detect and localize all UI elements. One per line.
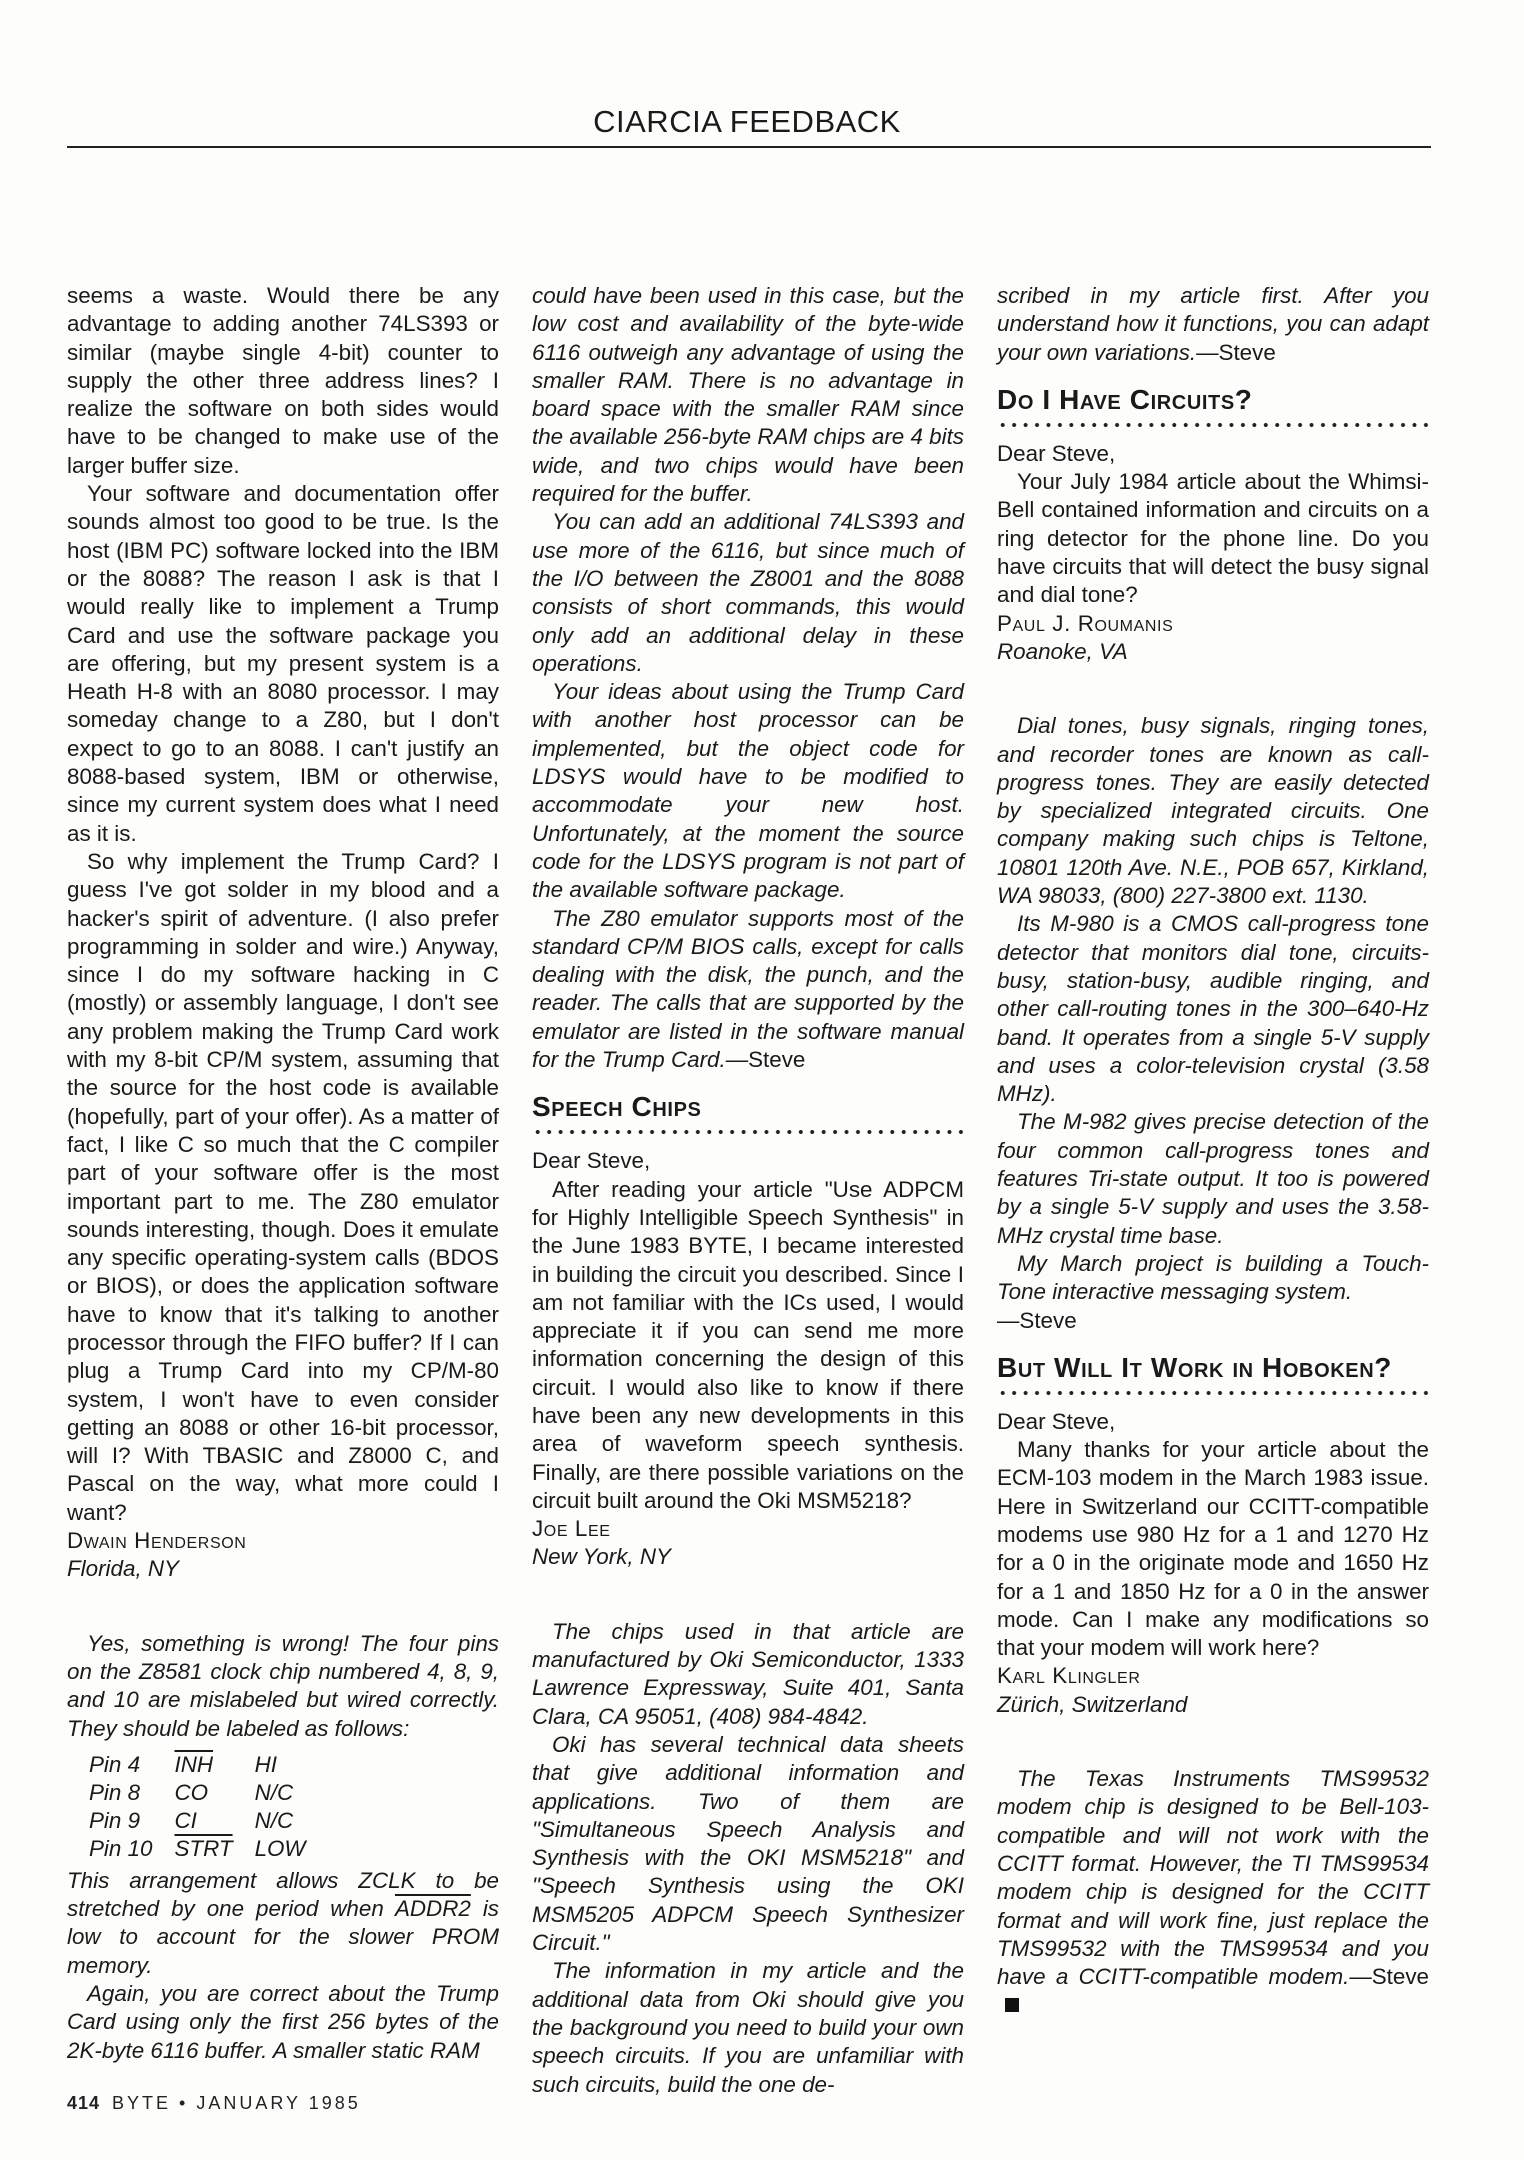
letter-paragraph: After reading your article "Use ADPCM for Highly Intelligible Speech Synthesis" in the June 1983 BYTE, I became interested in building the circuit you described. Since I am not familiar with the ICs used, I would appreciate it if you can send me more information concerning the design of this circuit. I would also like to know if there have been any new developments in this area of waveform speech synthesis. Finally, are there possible variations on the circuit built around the Oki MSM5218? (532, 1176, 964, 1513)
section-title: CIARCIA FEEDBACK (593, 104, 901, 139)
reply-signoff: —Steve (1349, 1964, 1429, 1990)
reply-paragraph: You can add an additional 74LS393 and use more of the 6116, but since much of the I/O between the Z8001 and the 8088 consists of short commands, this would only add an additional delay in these operations. (532, 509, 964, 676)
dotted-rule (997, 422, 1429, 428)
reply-signoff: —Steve (997, 1307, 1077, 1333)
spacer (532, 1572, 964, 1618)
table-row (89, 1779, 328, 1807)
reply-text: This arrangement allows ZCLK to be stretched by one period when (67, 1867, 499, 1922)
reply-paragraph: Its M-980 is a CMOS call-progress tone detector that monitors dial tone, circuits-busy, station-busy, audible ringing, and other call-routing tones in the 300–640-Hz band. It operates from a single 5-V supply and uses a color-television crystal (3.58 MHz). (997, 911, 1429, 1107)
pin-value-cell: N/C (254, 1807, 294, 1833)
reply-paragraph: could have been used in this case, but the low cost and availability of the byte-wide 6116 outweigh any advantage of using the smaller RAM. There is no advantage in board space with the smaller RAM since the available 256-byte RAM chips are 4 bits wide, and two chips would have been required for the buffer. (532, 283, 964, 507)
pin-label-cell: CI (174, 1807, 197, 1833)
pin-table (89, 1751, 328, 1863)
spacer (997, 666, 1429, 712)
reply-text: scribed in my article first. After you understand how it functions, you can adapt your own variations. (997, 283, 1429, 365)
pin-label-cell: $\overline{INH}$ (174, 1751, 214, 1777)
reply-text: The Z80 emulator supports most of the standard CP/M BIOS calls, except for calls dealing with the disk, the punch, and the reader. The calls that are supported by the emulator are listed in the software manual for the Trump Card. (532, 905, 964, 1073)
section-heading: Do I Have Circuits? (997, 383, 1253, 415)
reply-text: is low to account for the slower PROM memory. (67, 1896, 499, 1978)
signature-name: Paul J. Roumanis (997, 610, 1174, 636)
pin-value-cell: LOW (254, 1835, 306, 1861)
letter-paragraph: Your July 1984 article about the Whimsi-Bell contained information and circuits on a ring detector for the phone line. Do you have circuits that will detect the busy signal and dial tone? (997, 469, 1429, 608)
letter-signature (997, 1662, 1429, 1719)
reply-paragraph (997, 1765, 1429, 2020)
letter-signature (997, 610, 1429, 667)
reply-paragraph: Again, you are correct about the Trump Card using only the first 256 bytes of the 2K-byte 6116 buffer. A smaller static RAM (67, 1981, 499, 2063)
reply-paragraph (997, 1250, 1429, 1335)
section-heading: Speech Chips (532, 1091, 702, 1123)
pin-label-cell: STRT (174, 1835, 233, 1861)
letter-signature (67, 1527, 499, 1584)
letter-signature (532, 1515, 964, 1572)
pin-label-cell: CO (174, 1779, 209, 1805)
salutation: Dear Steve, (997, 440, 1116, 466)
dotted-rule (532, 1129, 964, 1135)
reply-paragraph (997, 282, 1429, 367)
signature-name: Joe Lee (532, 1516, 611, 1542)
section-heading: But Will It Work in Hoboken? (997, 1351, 1392, 1383)
table-row (89, 1835, 328, 1863)
table-row (89, 1807, 328, 1835)
issue-label: BYTE • JANUARY 1985 (112, 2093, 361, 2113)
pin-cell: Pin 10 (89, 1835, 153, 1861)
letter-paragraph: Your software and documentation offer sounds almost too good to be true. Is the host (IBM PC) software locked into the IBM or the 8088? The reason I ask is that I would really like to implement a Trump Card and use the software package you are offering, but my present system is a Heath H-8 with an 8080 processor. I may someday change to a Z80, but I don't expect to go to an 8088. I can't justify an 8088-based system, IBM or otherwise, since my current system does what I need as it is. (67, 481, 499, 846)
signature-location: Florida, NY (67, 1556, 179, 1582)
page-footer (67, 2093, 361, 2114)
pin-value-cell: HI (254, 1751, 277, 1777)
pin-cell: Pin 9 (89, 1807, 141, 1833)
column-2 (532, 282, 964, 2099)
header-rule (67, 146, 1431, 148)
reply-text: The Texas Instruments TMS99532 modem chip is designed to be Bell-103-compatible and will not work with the CCITT format. However, the TI TMS99534 modem chip is designed for the CCITT format and will work fine, just replace the TMS99532 with the TMS99534 and you have a CCITT-compatible modem. (997, 1766, 1429, 1990)
signature-location: New York, NY (532, 1544, 671, 1570)
reply-paragraph (67, 1867, 499, 1980)
pin-cell: Pin 8 (89, 1779, 141, 1805)
dotted-rule (997, 1390, 1429, 1396)
table-row (89, 1751, 328, 1779)
letter-paragraph: seems a waste. Would there be any advantage to adding another 74LS393 or similar (maybe single 4-bit) counter to supply the other three address lines? I realize the software on both sides would have to be changed to make use of the larger buffer size. (67, 283, 499, 478)
signature-location: Zürich, Switzerland (997, 1691, 1188, 1717)
column-1 (67, 282, 499, 2065)
reply-paragraph (532, 905, 964, 1075)
signal-name: ADDR2 (394, 1896, 471, 1922)
reply-paragraph: Yes, something is wrong! The four pins on the Z8581 clock chip numbered 4, 8, 9, and 10 are mislabeled but wired correctly. They should be labeled as follows: (67, 1630, 499, 1741)
reply-paragraph: Your ideas about using the Trump Card with another host processor can be implemented, but the object code for LDSYS would have to be modified to accommodate your new host. Unfortunately, at the moment the source code for the LDSYS program is not part of the available software package. (532, 679, 964, 903)
reply-paragraph: Oki has several technical data sheets that give additional information and applications. Two of them are "Simultaneous Speech Analysis and Synthesis with the OKI MSM5218" and "Speech Synthesis using the OKI MSM5205 ADPCM Speech Synthesizer Circuit." (532, 1731, 964, 1956)
column-3 (997, 282, 1429, 2020)
page-number: 414 (67, 2093, 101, 2113)
reply-paragraph: The chips used in that article are manufactured by Oki Semiconductor, 1333 Lawrence Expressway, Suite 401, Santa Clara, CA 95051, (408) 984-4842. (532, 1618, 964, 1729)
salutation: Dear Steve, (532, 1148, 651, 1174)
reply-paragraph: The M-982 gives precise detection of the four common call-progress tones and features Tri-state output. It too is powered by a single 5-V supply and uses the 3.58-MHz crystal time base. (997, 1109, 1429, 1248)
signature-name: Dwain Henderson (67, 1528, 247, 1554)
pin-cell: Pin 4 (89, 1751, 141, 1777)
end-mark-icon (1005, 1998, 1019, 2012)
letter-paragraph: Many thanks for your article about the ECM-103 modem in the March 1983 issue. Here in Switzerland our CCITT-compatible modems use 980 Hz for a 1 and 1270 Hz for a 0 in the originate mode and 1650 Hz for a 1 and 1850 Hz for a 0 in the answer mode. Can I make any modifications so that your modem will work here? (997, 1437, 1429, 1661)
spacer (997, 1719, 1429, 1765)
pin-value-cell: N/C (254, 1779, 294, 1805)
reply-paragraph: Dial tones, busy signals, ringing tones, and recorder tones are known as call-progress tones. They are easily detected by specialized integrated circuits. One company making such chips is Teltone, 10801 120th Ave. N.E., POB 657, Kirkland, WA 98033, (800) 227-3800 ext. 1130. (997, 713, 1429, 909)
reply-signoff: —Steve (725, 1047, 806, 1073)
reply-paragraph: The information in my article and the additional data from Oki should give you the background you need to build your own speech circuits. If you are unfamiliar with such circuits, build the one de- (532, 1958, 964, 2097)
salutation: Dear Steve, (997, 1408, 1116, 1434)
letter-paragraph: So why implement the Trump Card? I guess I've got solder in my blood and a hacker's spirit of adventure. (I also prefer programming in solder and wire.) Anyway, since I do my software hacking in C (mostly) or assembly language, I don't see any problem making the Trump Card work with my 8-bit CP/M system, assuming that the source for the host code is available (hopefully, part of your offer). As a matter of fact, I like C so much that the C compiler part of your software offer is the most important part to me. The Z80 emulator sounds interesting, though. Does it emulate any specific operating-system calls (BDOS or BIOS), or does the application software have to know that it's talking to another processor through the FIFO buffer? If I can plug a Trump Card into my CP/M-80 system, I won't have to even consider getting an 8088 or other 16-bit processor, will I? With TBASIC and Z8000 C, and Pascal on the way, what more could I want? (67, 848, 499, 1525)
signature-name: Karl Klingler (997, 1663, 1141, 1689)
signature-location: Roanoke, VA (997, 638, 1128, 664)
reply-text: My March project is building a Touch-Tone interactive messaging system. (997, 1250, 1429, 1305)
spacer (67, 1584, 499, 1630)
reply-signoff: —Steve (1196, 339, 1276, 365)
